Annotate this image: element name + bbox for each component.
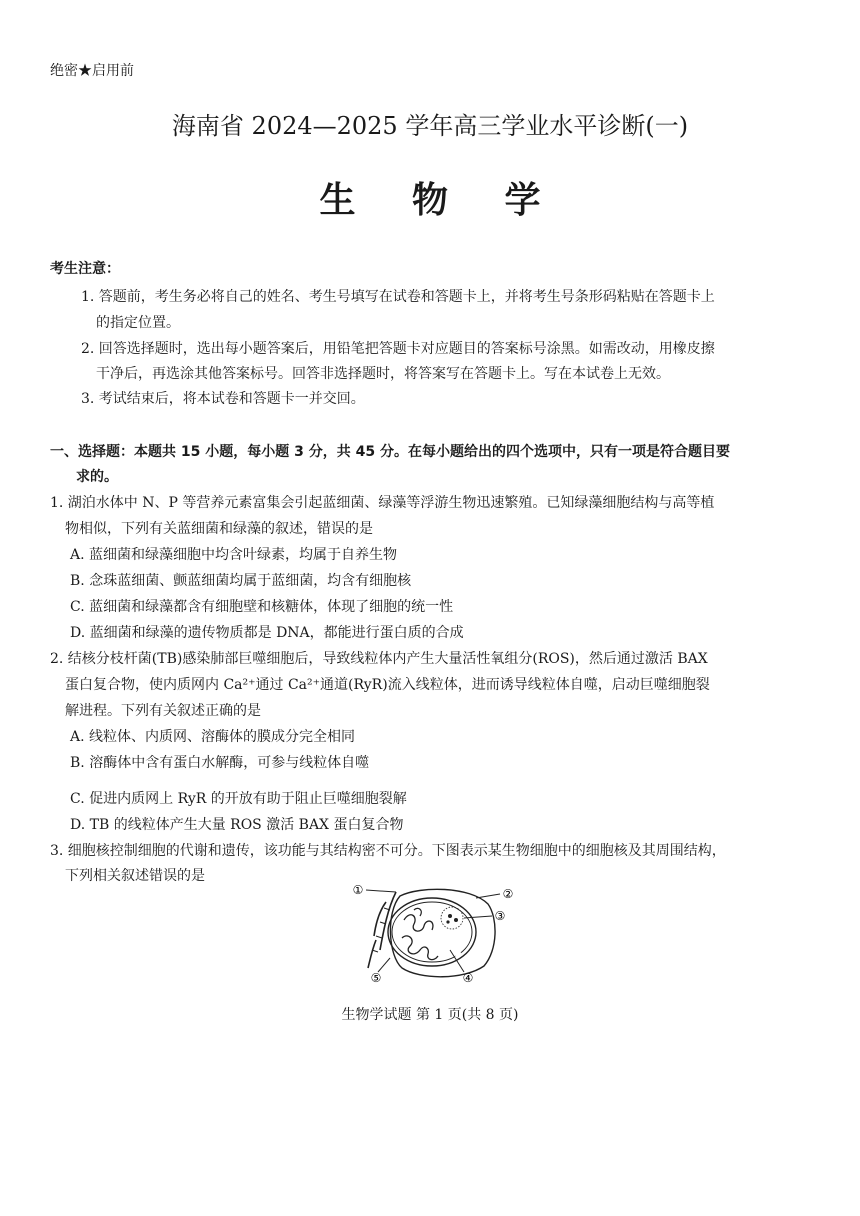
notice-heading: 考生注意： xyxy=(50,261,120,277)
q2-stem-line2: 蛋白复合物，使内质网内 Ca²⁺通过 Ca²⁺通道(RyR)流入线粒体，进而诱导线粒体自噬，启动巨噬细胞裂 xyxy=(65,677,710,693)
q1-stem-line1: 1. 湖泊水体中 N、P 等营养元素富集会引起蓝细菌、绿藻等浮游生物迅速繁殖。已知绿藻细胞结构与高等植 xyxy=(50,495,715,511)
q1-option-a: A. 蓝细菌和绿藻细胞中均含叶绿素，均属于自养生物 xyxy=(70,547,398,563)
q1-stem-line2: 物相似，下列有关蓝细菌和绿藻的叙述，错误的是 xyxy=(65,521,373,537)
figure-label-4: ④ xyxy=(462,971,474,985)
q2-option-d: D. TB 的线粒体产生大量 ROS 激活 BAX 蛋白复合物 xyxy=(70,817,404,833)
notice-item-2-line1: 2. 回答选择题时，选出每小题答案后，用铅笔把答题卡对应题目的答案标号涂黑。如需改动，用橡皮擦 xyxy=(81,341,715,357)
notice-item-3-line1: 3. 考试结束后，将本试卷和答题卡一并交回。 xyxy=(81,391,365,407)
notice-item-1-line1: 1. 答题前，考生务必将自己的姓名、考生号填写在试卷和答题卡上，并将考生号条形码粘贴在答题卡上 xyxy=(81,289,715,305)
nuclear-envelope-outer xyxy=(388,898,476,966)
q2-option-c: C. 促进内质网上 RyR 的开放有助于阻止巨噬细胞裂解 xyxy=(70,791,407,807)
section-heading-line2: 求的。 xyxy=(76,469,118,485)
section-heading-line1: 一、选择题：本题共 15 小题，每小题 3 分，共 45 分。在每小题给出的四个选项中，只有一项是符合题目要 xyxy=(50,444,730,460)
q1-option-d: D. 蓝细菌和绿藻的遗传物质都是 DNA，都能进行蛋白质的合成 xyxy=(70,625,464,641)
q2-stem-line1: 2. 结核分枝杆菌(TB)感染肺部巨噬细胞后，导致线粒体内产生大量活性氧组分(ROS)，然后通过激活 BAX xyxy=(50,651,708,667)
nucleus-figure xyxy=(340,880,520,985)
label-1-leader xyxy=(366,890,396,892)
q3-stem-line1: 3. 细胞核控制细胞的代谢和遗传，该功能与其结构密不可分。下图表示某生物细胞中的细胞核及其周围结构， xyxy=(50,843,726,859)
q1-option-c: C. 蓝细菌和绿藻都含有细胞壁和核糖体，体现了细胞的统一性 xyxy=(70,599,454,615)
nucleolus xyxy=(441,907,463,929)
chromatin xyxy=(402,908,438,959)
figure-label-3: ③ xyxy=(494,909,506,923)
subject-title: 生 物 学 xyxy=(319,179,563,221)
figure-label-1: ① xyxy=(352,883,364,897)
figure-label-5: ⑤ xyxy=(370,971,382,985)
q1-option-b: B. 念珠蓝细菌、颤蓝细菌均属于蓝细菌，均含有细胞核 xyxy=(70,573,412,589)
confidential-label: 绝密★启用前 xyxy=(50,63,134,79)
q2-option-a: A. 线粒体、内质网、溶酶体的膜成分完全相同 xyxy=(70,729,356,745)
exam-title: 海南省 2024—2025 学年高三学业水平诊断(一) xyxy=(171,112,689,140)
notice-item-1-line2: 的指定位置。 xyxy=(96,315,180,331)
q2-option-b: B. 溶酶体中含有蛋白水解酶，可参与线粒体自噬 xyxy=(70,755,370,771)
outer-membrane xyxy=(390,889,495,976)
q2-stem-line3: 解进程。下列有关叙述正确的是 xyxy=(65,703,261,719)
figure-label-2: ② xyxy=(502,887,514,901)
page-footer: 生物学试题 第 1 页(共 8 页) xyxy=(341,1007,519,1023)
q3-stem-line2: 下列相关叙述错误的是 xyxy=(65,868,205,884)
notice-item-2-line2: 干净后，再选涂其他答案标号。回答非选择题时，将答案写在答题卡上。写在本试卷上无效。 xyxy=(96,366,670,382)
